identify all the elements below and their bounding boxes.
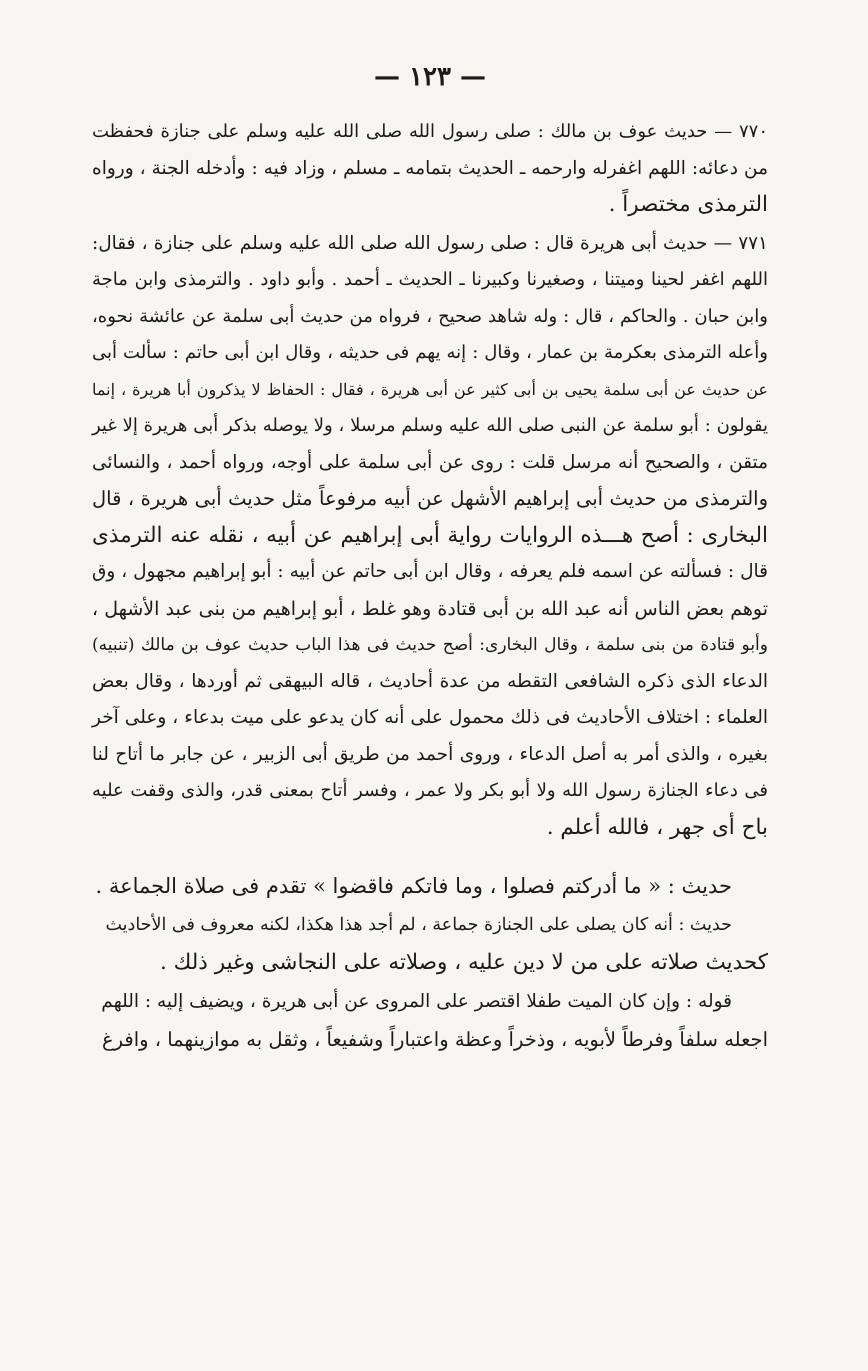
page-number: — ١٢٣ — bbox=[373, 62, 487, 92]
text-line: قال : فسألته عن اسمه فلم يعرفه ، وقال ابن أبى حاتم عن أبيه : أبو إبراهيم مجهول ، وق bbox=[92, 561, 768, 582]
text-line: بغيره ، والذى أمر به أصل الدعاء ، وروى أحمد من طريق أبى الزبير ، عن جابر ما أتاح لنا bbox=[92, 743, 768, 765]
paragraph bbox=[92, 1022, 768, 1059]
text-line: قوله : وإن كان الميت طفلا اقتصر على المروى عن أبى هريرة ، ويضيف إليه : اللهم bbox=[101, 990, 732, 1012]
text-line: الدعاء الذى ذكره الشافعى التقطه من عدة أحاديث ، قاله البيهقى ثم أوردها ، وقال بعض bbox=[92, 670, 768, 692]
text-line: البخارى : أصح هـــذه الروايات رواية أبى إبراهيم عن أبيه ، نقله عنه الترمذى bbox=[92, 522, 768, 548]
paragraph bbox=[92, 226, 768, 847]
text-line: فى دعاء الجنازة رسول الله ولا أبو بكر ولا عمر ، وفسر أتاح بمعنى قدر، والذى وقفت عليه bbox=[92, 780, 768, 801]
text-line: والترمذى من حديث أبى إبراهيم الأشهل عن أبيه مرفوعاً مثل حديث أبى هريرة ، قال bbox=[92, 487, 768, 510]
text-line: من دعائه: اللهم اغفرله وارحمه ـ الحديث بتمامه ـ مسلم ، وزاد فيه : وأدخله الجنة ، ورواه bbox=[92, 157, 768, 179]
paragraph bbox=[92, 907, 768, 944]
paragraph bbox=[92, 114, 768, 224]
text-line: ٧٧٠ — حديث عوف بن مالك : صلى رسول الله صلى الله عليه وسلم على جنازة فحفظت bbox=[92, 121, 768, 142]
paragraph bbox=[92, 868, 768, 905]
text-line: توهم بعض الناس أنه عبد الله بن أبى قتادة وهو غلط ، أبو إبراهيم من بنى عبد الأشهل ، bbox=[92, 597, 768, 620]
paragraph bbox=[92, 945, 768, 982]
text-line: اجعله سلفاً وفرطاً لأبويه ، وذخراً وعظة واعتباراً وشفيعاً ، وثقل به موازينهما ، وافرغ bbox=[102, 1028, 768, 1051]
text-line: كحديث صلاته على من لا دين عليه ، وصلاته على النجاشى وغير ذلك . bbox=[159, 950, 768, 975]
text-line: متقن ، والصحيح أنه مرسل قلت : روى عن أبى سلمة على أوجه، ورواه أحمد ، والنسائى bbox=[92, 451, 768, 473]
text-line: وأبو قتادة من بنى سلمة ، وقال البخارى: أصح حديث فى هذا الباب حديث عوف بن مالك (تنبيه) bbox=[92, 635, 768, 655]
text-line: العلماء : اختلاف الأحاديث فى ذلك محمول على أنه كان يدعو على ميت بدعاء ، وعلى آخر bbox=[92, 707, 768, 728]
text-line: وابن حبان . والحاكم ، قال : وله شاهد صحيح ، فرواه من حديث أبى سلمة عن عائشة نحوه، bbox=[92, 305, 768, 327]
text-line: باح أى جهر ، فالله أعلم . bbox=[546, 814, 768, 840]
text-line: حديث : « ما أدركتم فصلوا ، وما فاتكم فاقضوا » تقدم فى صلاة الجماعة . bbox=[95, 874, 732, 898]
page-body bbox=[92, 114, 768, 1059]
text-line: يقولون : أبو سلمة عن النبى صلى الله عليه وسلم مرسلا ، ولا يوصله بذكر أبى هريرة إلا غير bbox=[92, 415, 768, 436]
text-line: اللهم اغفر لحينا وميتنا ، وصغيرنا وكبيرنا ـ الحديث ـ أحمد . وأبو داود . والترمذى وابن ماجة bbox=[92, 269, 768, 290]
paragraph bbox=[92, 984, 768, 1021]
text-line: ٧٧١ — حديث أبى هريرة قال : صلى رسول الله صلى الله عليه وسلم على جنازة ، فقال: bbox=[92, 232, 768, 254]
text-line: وأعله الترمذى بعكرمة بن عمار ، وقال : إنه يهم فى حديثه ، وقال ابن أبى حاتم : سألت أبى bbox=[92, 342, 768, 363]
text-line: حديث : أنه كان يصلى على الجنازة جماعة ، لم أجد هذا هكذا، لكنه معروف فى الأحاديث bbox=[105, 914, 732, 935]
text-line: عن حديث عن أبى سلمة يحيى بن أبى كثير عن أبى هريرة ، فقال : الحفاظ لا يذكرون أبا هريرة ، إنما bbox=[92, 379, 768, 399]
text-line: الترمذى مختصراً . bbox=[608, 192, 768, 217]
